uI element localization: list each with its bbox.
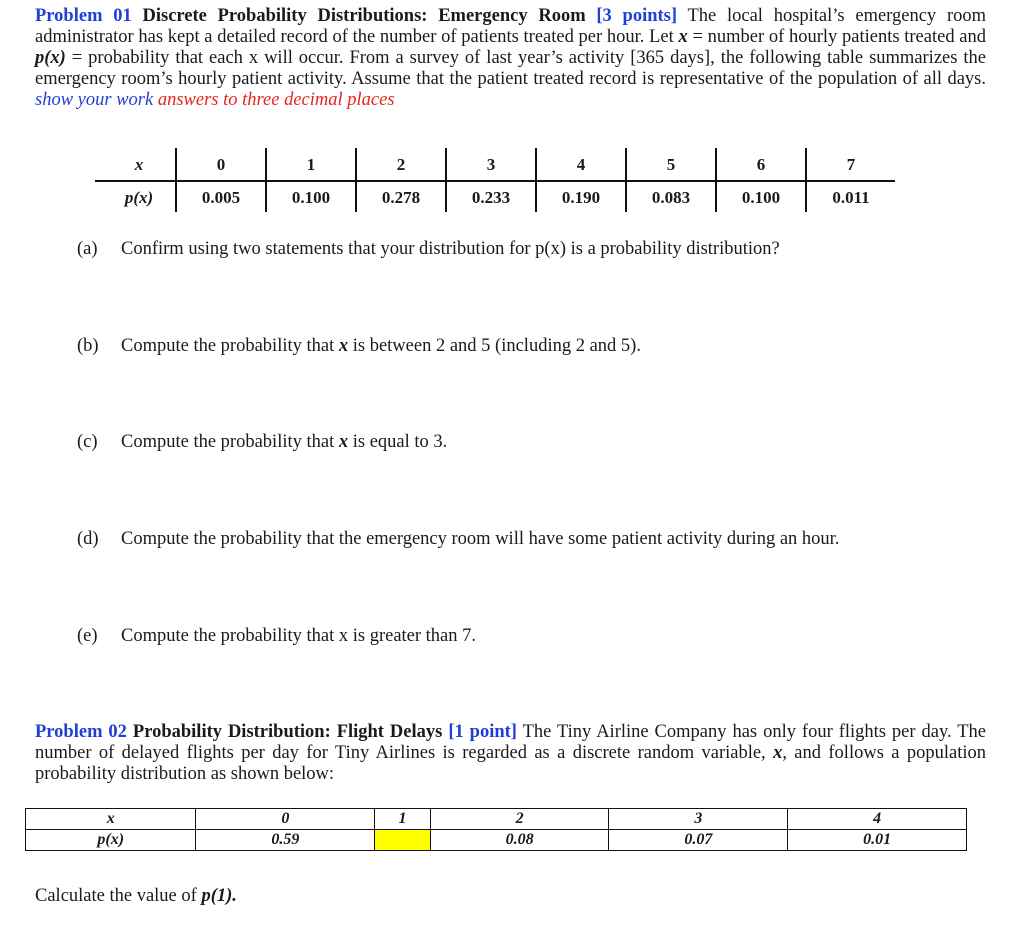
p-value: 0.07 xyxy=(609,830,788,851)
question-a xyxy=(77,239,780,260)
p-value: 0.100 xyxy=(716,181,806,212)
problem1-number: Problem 01 xyxy=(35,6,132,26)
question-label: (b) xyxy=(77,336,99,356)
show-work-note: show your work xyxy=(35,90,154,110)
p-value: 0.005 xyxy=(176,181,266,212)
p-value: 0.100 xyxy=(266,181,356,212)
p-value: 0.278 xyxy=(356,181,446,212)
problem2-task xyxy=(35,886,986,907)
problem2-task-text: Calculate the value of xyxy=(35,886,197,906)
question-text-post: is between 2 and 5 (including 2 and 5). xyxy=(352,336,641,356)
table-row-x xyxy=(26,809,967,830)
question-text-pre: Compute the probability that xyxy=(121,336,335,356)
question-label: (e) xyxy=(77,626,98,646)
question-c xyxy=(77,432,447,453)
p1-answer-cell[interactable] xyxy=(375,830,430,851)
problem1-px-symbol: p(x) xyxy=(35,48,66,68)
question-var: x xyxy=(338,432,349,452)
p-value: 0.08 xyxy=(430,830,609,851)
question-e xyxy=(77,626,476,647)
x-header: x xyxy=(95,148,176,181)
problem2-number: Problem 02 xyxy=(35,722,127,742)
p-value: 0.59 xyxy=(196,830,375,851)
problem1-intro xyxy=(35,6,986,111)
problem1-points: [3 points] xyxy=(596,6,678,26)
problem2-intro-b: , and follows a population probability distribution as shown below: xyxy=(35,743,986,784)
p-value: 0.083 xyxy=(626,181,716,212)
x-value: 6 xyxy=(716,148,806,181)
problem2-intro-a: The Tiny Airline Company has only four flights per day. The number of delayed flights per day for Tiny Airlines is regarded as a discrete random variable, xyxy=(35,722,987,763)
question-text: Compute the probability that x is greater than 7. xyxy=(121,626,477,646)
problem1-distribution-table xyxy=(95,148,895,212)
question-label: (c) xyxy=(77,432,98,452)
question-text: Confirm using two statements that your distribution for p(x) is a probability distribution? xyxy=(121,239,780,259)
table-row-px xyxy=(26,830,967,851)
question-label: (a) xyxy=(77,239,98,259)
x-value: 2 xyxy=(430,809,609,830)
px-header: p(x) xyxy=(26,830,196,851)
p-value: 0.190 xyxy=(536,181,626,212)
question-text: Compute the probability that the emergency room will have some patient activity during an hour. xyxy=(121,529,840,549)
x-value: 4 xyxy=(536,148,626,181)
problem2-points: [1 point] xyxy=(448,722,517,742)
x-value: 2 xyxy=(356,148,446,181)
problem2-task-var: p(1). xyxy=(201,886,237,906)
x-header: x xyxy=(26,809,196,830)
question-label: (d) xyxy=(77,529,99,549)
problem2-distribution-table xyxy=(25,808,967,851)
x-value: 1 xyxy=(266,148,356,181)
x-value: 3 xyxy=(609,809,788,830)
question-b xyxy=(77,336,641,357)
p-value: 0.233 xyxy=(446,181,536,212)
table-row-x xyxy=(95,148,895,181)
problem1-intro-c: = probability that each x will occur. From a survey of last year’s activity [365 days], the following table summarizes the emergency room’s hourly patient activity. Assume that the patient treated record is representative of the population of all days. xyxy=(35,48,987,89)
x-value: 4 xyxy=(788,809,967,830)
p-value: 0.011 xyxy=(832,187,870,207)
px-header: p(x) xyxy=(95,181,176,212)
x-value: 0 xyxy=(196,809,375,830)
question-text-pre: Compute the probability that xyxy=(121,432,335,452)
question-text-post: is equal to 3. xyxy=(352,432,448,452)
question-d xyxy=(77,529,839,550)
x-value: 0 xyxy=(176,148,266,181)
problem2-x-symbol: x xyxy=(773,743,783,763)
problem1-title: Discrete Probability Distributions: Emergency Room xyxy=(142,6,586,26)
problem1-intro-a: The local hospital’s emergency room administrator has kept a detailed record of the number of patients treated per hour. Let xyxy=(35,6,986,47)
x-value: 1 xyxy=(375,809,430,830)
problem2-title: Probability Distribution: Flight Delays xyxy=(132,722,443,742)
question-var: x xyxy=(338,336,349,356)
p-value: 0.01 xyxy=(788,830,967,851)
x-value: 3 xyxy=(446,148,536,181)
table-row-px xyxy=(95,181,895,212)
problem2-intro xyxy=(35,722,986,785)
problem1-intro-b: = number of hourly patients treated and xyxy=(692,27,986,47)
decimals-note: answers to three decimal places xyxy=(157,90,395,110)
x-value: 5 xyxy=(626,148,716,181)
problem1-x-symbol: x xyxy=(678,27,688,47)
x-value: 7 xyxy=(806,148,895,181)
